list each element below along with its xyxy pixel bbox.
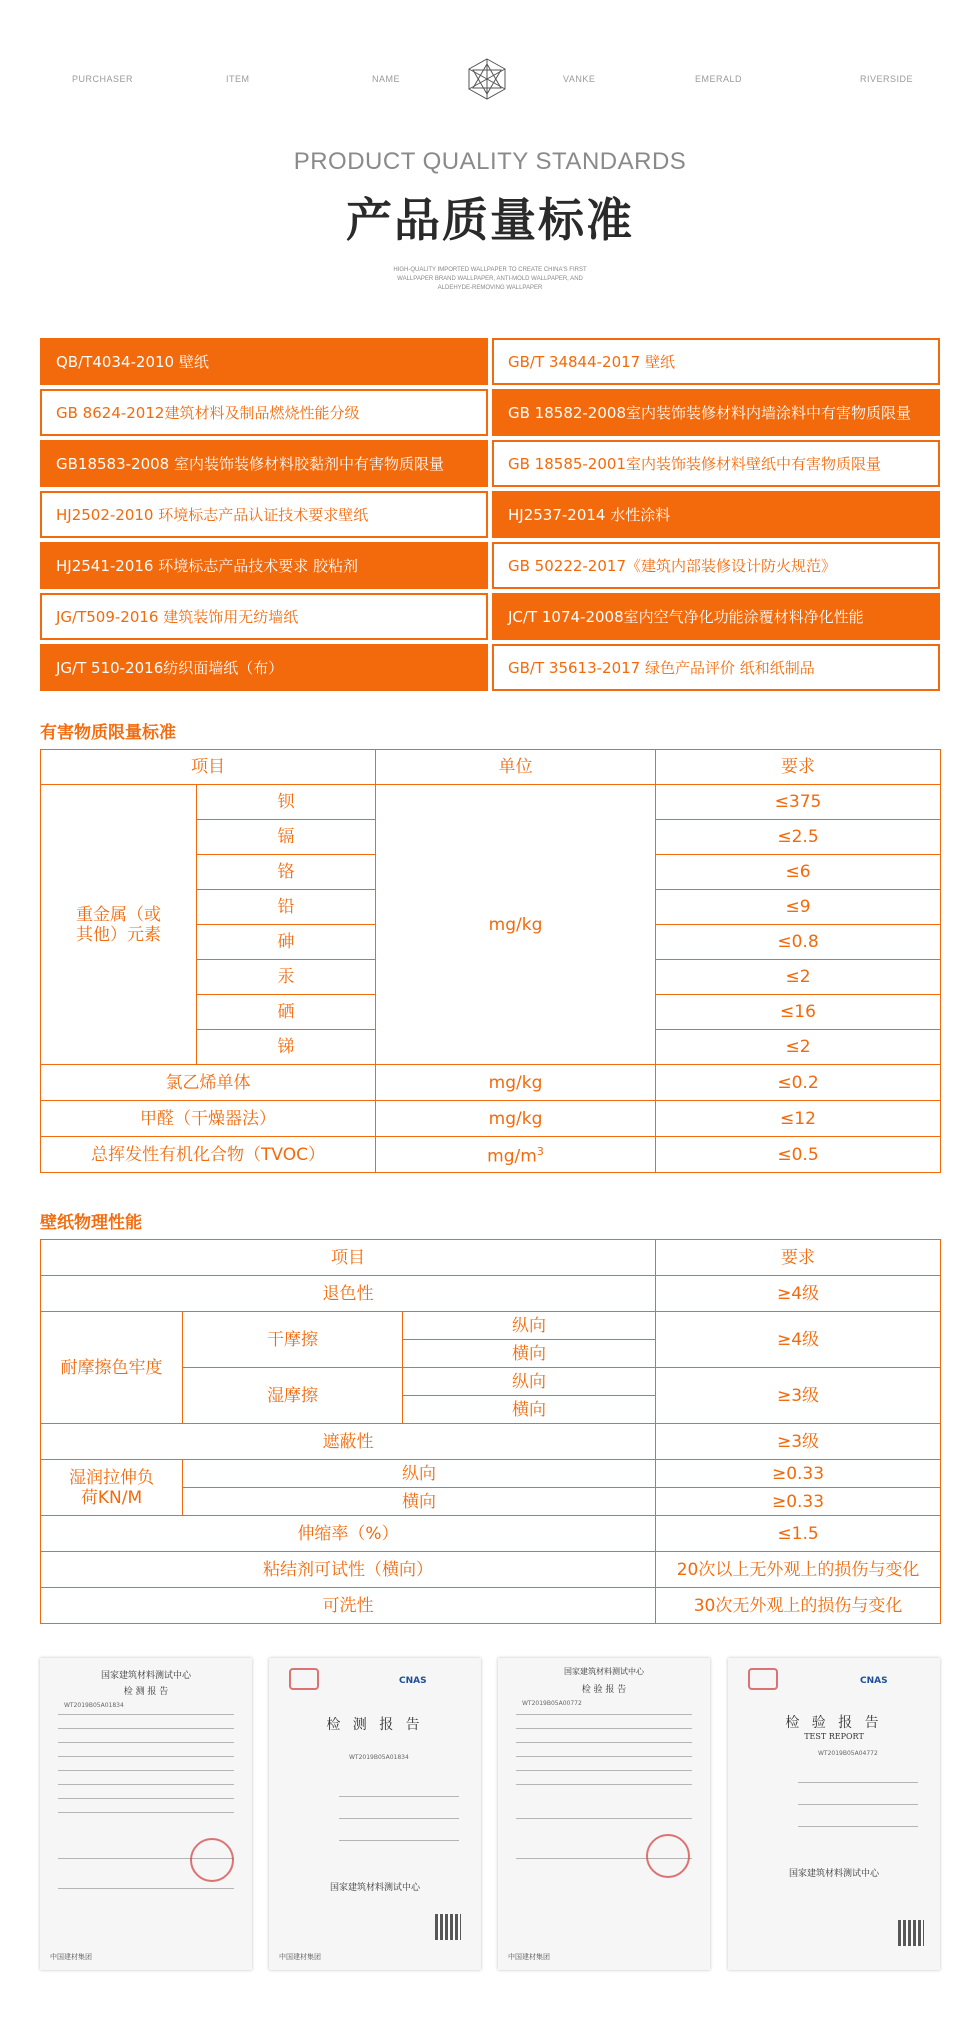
direction-label: 横向 (183, 1488, 656, 1516)
certificate-report-no: WT2019B05A00772 (522, 1700, 582, 1707)
direction-label: 纵向 (403, 1368, 656, 1396)
certificate-report-no: WT2019B05A01834 (64, 1702, 124, 1709)
element-name: 砷 (197, 925, 376, 960)
certificate-image[interactable] (40, 1658, 252, 1970)
certificate-org: 国家建筑材料测试中心 (564, 1667, 644, 1676)
element-name: 钡 (197, 785, 376, 820)
table-header-row (41, 750, 941, 785)
substance-name: 氯乙烯单体 (41, 1065, 376, 1101)
element-requirement: ≤9 (656, 890, 941, 925)
substance-unit (376, 1137, 656, 1173)
certificate-title: 检 验 报 告 (785, 1715, 883, 1731)
substance-name: 甲醛（干燥器法） (41, 1101, 376, 1137)
cma-seal-icon (289, 1668, 319, 1690)
element-name: 镉 (197, 820, 376, 855)
nav-item-item[interactable]: ITEM (226, 74, 250, 84)
element-requirement: ≤2.5 (656, 820, 941, 855)
dry-rub-label: 干摩擦 (183, 1312, 403, 1368)
standards-grid (40, 338, 940, 691)
standard-item: GB18583-2008 室内装饰装修材料胶黏剂中有害物质限量 (40, 440, 488, 487)
certificate-org: 国家建筑材料测试中心 (329, 1883, 420, 1893)
col-header-item: 项目 (41, 750, 376, 785)
property-name: 伸缩率（%） (41, 1516, 656, 1552)
certificate-brand: 中国建材集团 (50, 1953, 92, 1961)
property-requirement: 20次以上无外观上的损伤与变化 (656, 1552, 941, 1588)
direction-label: 横向 (403, 1340, 656, 1368)
standard-item: GB 50222-2017《建筑内部装修设计防火规范》 (492, 542, 940, 589)
table-row (41, 1137, 941, 1173)
substance-unit: mg/kg (376, 1101, 656, 1137)
heavy-metal-unit: mg/kg (376, 785, 656, 1065)
element-requirement: ≤375 (656, 785, 941, 820)
property-requirement: ≥4级 (656, 1312, 941, 1368)
property-requirement: ≥0.33 (656, 1460, 941, 1488)
certificate-report-no: WT2019B05A04772 (818, 1750, 878, 1757)
element-name: 汞 (197, 960, 376, 995)
certificate-subtitle: TEST REPORT (804, 1732, 864, 1741)
table-row (41, 1065, 941, 1101)
qr-code-icon (898, 1920, 924, 1946)
standard-item: HJ2502-2010 环境标志产品认证技术要求壁纸 (40, 491, 488, 538)
cma-seal-icon (748, 1668, 778, 1690)
table-row (41, 785, 941, 820)
heavy-metal-group-label: 重金属（或其他）元素 (41, 785, 197, 1065)
property-requirement: ≥3级 (656, 1368, 941, 1424)
col-header-requirement: 要求 (656, 750, 941, 785)
table-row (41, 1312, 941, 1340)
element-requirement: ≤6 (656, 855, 941, 890)
property-requirement: ≥0.33 (656, 1488, 941, 1516)
col-header-unit: 单位 (376, 750, 656, 785)
certificate-brand: 中国建材集团 (279, 1953, 321, 1961)
standard-item: HJ2541-2016 环境标志产品技术要求 胶粘剂 (40, 542, 488, 589)
nav-item-emerald[interactable]: EMERALD (695, 74, 743, 84)
element-name: 硒 (197, 995, 376, 1030)
table-row (41, 1516, 941, 1552)
certificate-org: 国家建筑材料测试中心 (788, 1869, 879, 1879)
table-row (41, 1552, 941, 1588)
substance-unit: mg/kg (376, 1065, 656, 1101)
certificate-title: 检 验 报 告 (581, 1685, 627, 1695)
standard-item: GB/T 35613-2017 绿色产品评价 纸和纸制品 (492, 644, 940, 691)
standard-item: HJ2537-2014 水性涂料 (492, 491, 940, 538)
page-subtitle: HIGH-QUALITY IMPORTED WALLPAPER TO CREATE CHINA'S FIRST WALLPAPER BRAND WALLPAPER, ANTI-MOLD WALLPAPER, AND ALDEHYDE-REMOVING WALLPAPER (393, 267, 587, 291)
certificate-org: 国家建筑材料测试中心 (100, 1671, 191, 1681)
stamp-icon (190, 1838, 234, 1882)
element-requirement: ≤2 (656, 960, 941, 995)
standard-item: JG/T 510-2016纺织面墙纸（布） (40, 644, 488, 691)
certificate-image[interactable] (498, 1658, 710, 1970)
qr-code-icon (435, 1914, 461, 1940)
unit-superscript: 3 (536, 1145, 544, 1159)
certificate-image[interactable]: CNAS 检 测 报 告 WT2019B05A01834 国家建筑材料测试中心 中国建材集团 (269, 1658, 481, 1970)
unit-text: mg/m (487, 1146, 537, 1167)
property-requirement: 30次无外观上的损伤与变化 (656, 1588, 941, 1624)
standard-item: GB 18585-2001室内装饰装修材料壁纸中有害物质限量 (492, 440, 940, 487)
property-requirement: ≤1.5 (656, 1516, 941, 1552)
property-requirement: ≥3级 (656, 1424, 941, 1460)
standard-item: GB 18582-2008室内装饰装修材料内墙涂料中有害物质限量 (492, 389, 940, 436)
table-row (41, 1424, 941, 1460)
nav-item-purchaser[interactable]: PURCHASER (72, 74, 134, 84)
direction-label: 横向 (403, 1396, 656, 1424)
physical-section-title: 壁纸物理性能 (40, 1213, 142, 1233)
tensile-label: 湿润拉伸负荷KN/M (41, 1460, 183, 1516)
col-header-requirement: 要求 (656, 1240, 941, 1276)
col-header-item: 项目 (41, 1240, 656, 1276)
standard-item: GB/T 34844-2017 壁纸 (492, 338, 940, 385)
certificate-gallery (40, 1658, 940, 1970)
property-name: 退色性 (41, 1276, 656, 1312)
certificate-title: 检 测 报 告 (326, 1717, 424, 1733)
certificate-brand: 中国建材集团 (508, 1953, 550, 1961)
table-row (41, 1588, 941, 1624)
page-title-english: PRODUCT QUALITY STANDARDS (293, 148, 687, 175)
table-row (41, 1276, 941, 1312)
element-name: 锑 (197, 1030, 376, 1065)
nav-item-name[interactable]: NAME (372, 74, 401, 84)
polyhedron-logo-icon (466, 58, 508, 100)
standard-item: JG/T509-2016 建筑装饰用无纺墙纸 (40, 593, 488, 640)
element-requirement: ≤16 (656, 995, 941, 1030)
table-row (41, 1101, 941, 1137)
substance-name: 总挥发性有机化合物（TVOC） (41, 1137, 376, 1173)
standard-item: JC/T 1074-2008室内空气净化功能涂覆材料净化性能 (492, 593, 940, 640)
property-name: 遮蔽性 (41, 1424, 656, 1460)
standard-item: GB 8624-2012建筑材料及制品燃烧性能分级 (40, 389, 488, 436)
harmful-table (40, 749, 941, 1173)
certificate-title: 检 测 报 告 (123, 1687, 169, 1697)
page-title-chinese: 产品质量标准 (346, 193, 634, 247)
element-name: 铅 (197, 890, 376, 925)
standard-item: QB/T4034-2010 壁纸 (40, 338, 488, 385)
substance-requirement: ≤0.5 (656, 1137, 941, 1173)
element-requirement: ≤2 (656, 1030, 941, 1065)
certificate-report-no: WT2019B05A01834 (349, 1754, 409, 1761)
substance-requirement: ≤12 (656, 1101, 941, 1137)
nav-item-vanke[interactable]: VANKE (563, 74, 596, 84)
element-requirement: ≤0.8 (656, 925, 941, 960)
property-name: 可洗性 (41, 1588, 656, 1624)
direction-label: 纵向 (183, 1460, 656, 1488)
nav-item-riverside[interactable]: RIVERSIDE (860, 74, 914, 84)
element-name: 铬 (197, 855, 376, 890)
wet-rub-label: 湿摩擦 (183, 1368, 403, 1424)
physical-table (40, 1239, 941, 1624)
substance-requirement: ≤0.2 (656, 1065, 941, 1101)
table-header-row (41, 1240, 941, 1276)
rub-fastness-label: 耐摩擦色牢度 (41, 1312, 183, 1424)
certificate-image[interactable]: CNAS 检 验 报 告 TEST REPORT WT2019B05A04772 国家建筑材料测试中心 (728, 1658, 940, 1970)
property-name: 粘结剂可试性（横向） (41, 1552, 656, 1588)
direction-label: 纵向 (403, 1312, 656, 1340)
table-row (41, 1460, 941, 1488)
harmful-section-title: 有害物质限量标准 (40, 723, 176, 743)
property-requirement: ≥4级 (656, 1276, 941, 1312)
stamp-icon (646, 1834, 690, 1878)
